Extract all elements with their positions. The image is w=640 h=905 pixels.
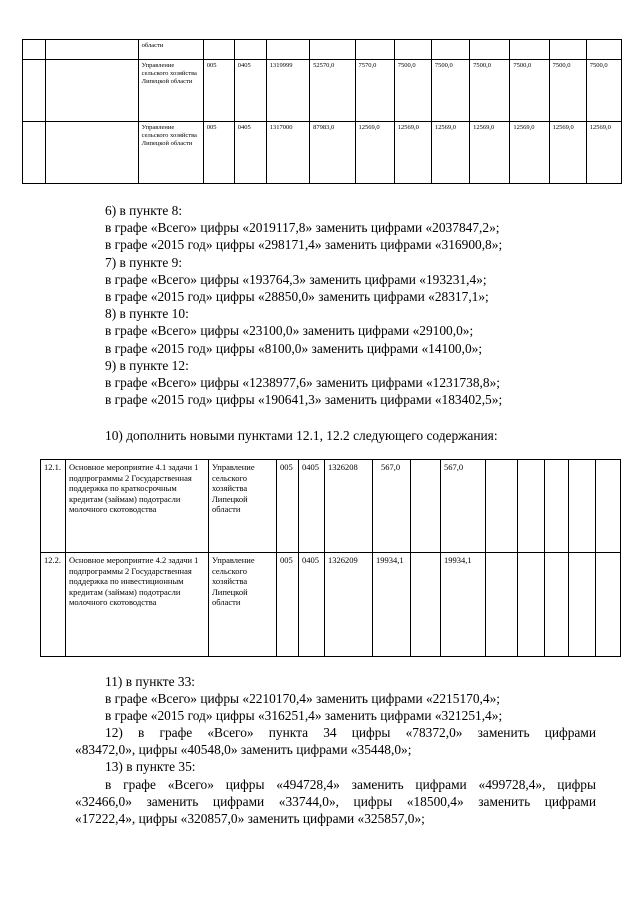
budget-table-continuation	[22, 39, 622, 184]
table-cell: 0405	[234, 122, 266, 184]
amendment-line: «17222,4», цифры «320857,0» заменить цифрами «325857,0»;	[75, 810, 425, 826]
table-cell: 12.1.	[41, 460, 66, 553]
amendment-line: в графе «Всего» цифры «23100,0» заменить цифрами «29100,0»;	[105, 323, 474, 339]
table-cell: 87983,0	[310, 122, 355, 184]
table-cell: 567,0	[441, 460, 486, 553]
amendments-block-4	[75, 724, 596, 827]
amendments-block-3	[105, 673, 502, 725]
table-cell	[411, 460, 441, 553]
amendment-line: «32466,0» заменить цифрами «33744,0», цифры «18500,4» заменить цифрами	[75, 793, 596, 809]
table-row	[41, 460, 621, 553]
table-cell: 567,0	[373, 460, 411, 553]
table-cell: 1317000	[266, 122, 309, 184]
table-row	[23, 40, 622, 60]
table-row	[41, 553, 621, 657]
amendment-line: 10) дополнить новыми пунктами 12.1, 12.2 следующего содержания:	[105, 428, 498, 443]
table-cell: 0405	[299, 460, 325, 553]
amendment-line: в графе «2015 год» цифры «298171,4» заменить цифрами «316900,8»;	[105, 237, 503, 253]
table-cell: 005	[277, 553, 299, 657]
amendment-line: 12) в графе «Всего» пункта 34 цифры «78372,0» заменить цифрами	[105, 725, 596, 740]
table-cell: Основное мероприятие 4.1 задачи 1 подпрограммы 2 Государственная поддержка по краткосрочным кредитам (займам) подотрасли молочного скотоводства	[66, 460, 209, 553]
table-cell: 7570,0	[355, 60, 394, 122]
new-items-table	[40, 459, 621, 657]
amendment-line: в графе «2015 год» цифры «316251,4» заменить цифрами «321251,4»;	[105, 708, 503, 724]
table-cell: 005	[277, 460, 299, 553]
table-cell: 005	[203, 122, 234, 184]
amendment-line: в графе «Всего» цифры «2019117,8» заменить цифрами «2037847,2»;	[105, 220, 500, 236]
table-row	[23, 122, 622, 184]
table-cell: 7500,0	[586, 60, 621, 122]
table-cell: 12569,0	[431, 122, 469, 184]
amendment-line: 6) в пункте 8:	[105, 203, 183, 218]
amendment-line: 7) в пункте 9:	[105, 254, 183, 270]
table-cell: 1326209	[325, 553, 373, 657]
amendment-line: 9) в пункте 12:	[105, 357, 189, 373]
table-cell: 12569,0	[549, 122, 586, 184]
table-cell: 7500,0	[431, 60, 469, 122]
table-cell: Управление сельского хозяйства Липецкой области	[209, 553, 277, 657]
table-cell: 1319999	[266, 60, 309, 122]
table-cell: Управление сельского хозяйства Липецкой области	[138, 60, 203, 122]
table-cell: 0405	[234, 60, 266, 122]
table-cell: 52570,0	[310, 60, 355, 122]
table-cell: 19934,1	[441, 553, 486, 657]
table-cell	[411, 553, 441, 657]
table-cell: 12569,0	[586, 122, 621, 184]
table-cell: 12569,0	[470, 122, 510, 184]
table-cell: 7500,0	[394, 60, 431, 122]
amendment-line: в графе «Всего» цифры «1238977,6» заменить цифрами «1231738,8»;	[105, 374, 500, 390]
table-cell: 12569,0	[355, 122, 394, 184]
table-cell: 12569,0	[510, 122, 549, 184]
table-cell: 12569,0	[394, 122, 431, 184]
amendment-line: в графе «2015 год» цифры «190641,3» заменить цифрами «183402,5»;	[105, 392, 503, 408]
amendment-line: 13) в пункте 35:	[105, 759, 196, 775]
table-cell: области	[138, 40, 203, 60]
table-cell: 7500,0	[549, 60, 586, 122]
table-cell: 12.2.	[41, 553, 66, 657]
amendment-line: в графе «Всего» цифры «2210170,4» заменить цифрами «2215170,4»;	[105, 691, 500, 707]
table-cell: 005	[203, 60, 234, 122]
amendment-line: в графе «2015 год» цифры «8100,0» заменить цифрами «14100,0»;	[105, 340, 483, 356]
amendment-line: 8) в пункте 10:	[105, 306, 189, 322]
table-cell: 7500,0	[470, 60, 510, 122]
table-cell: 0405	[299, 553, 325, 657]
table-cell: Основное мероприятие 4.2 задачи 1 подпрограммы 2 Государственная поддержка по инвестиционным кредитам (займам) подотрасли молочного скотоводства	[66, 553, 209, 657]
amendment-line: в графе «2015 год» цифры «28850,0» заменить цифрами «28317,1»;	[105, 288, 489, 304]
table-cell: 1326208	[325, 460, 373, 553]
amendment-line: в графе «Всего» цифры «494728,4» заменить цифрами «499728,4», цифры	[105, 776, 596, 792]
amendment-line: «83472,0», цифры «40548,0» заменить цифрами «35448,0»;	[75, 742, 412, 758]
table-cell: 19934,1	[373, 553, 411, 657]
amendment-line: в графе «Всего» цифры «193764,3» заменить цифрами «193231,4»;	[105, 271, 487, 287]
amendment-line: 11) в пункте 33:	[105, 674, 195, 689]
amendments-block-1	[105, 202, 502, 408]
table-row	[23, 60, 622, 122]
table-cell: 7500,0	[510, 60, 549, 122]
table-cell: Управление сельского хозяйства Липецкой области	[138, 122, 203, 184]
table-cell: Управление сельского хозяйства Липецкой области	[209, 460, 277, 553]
